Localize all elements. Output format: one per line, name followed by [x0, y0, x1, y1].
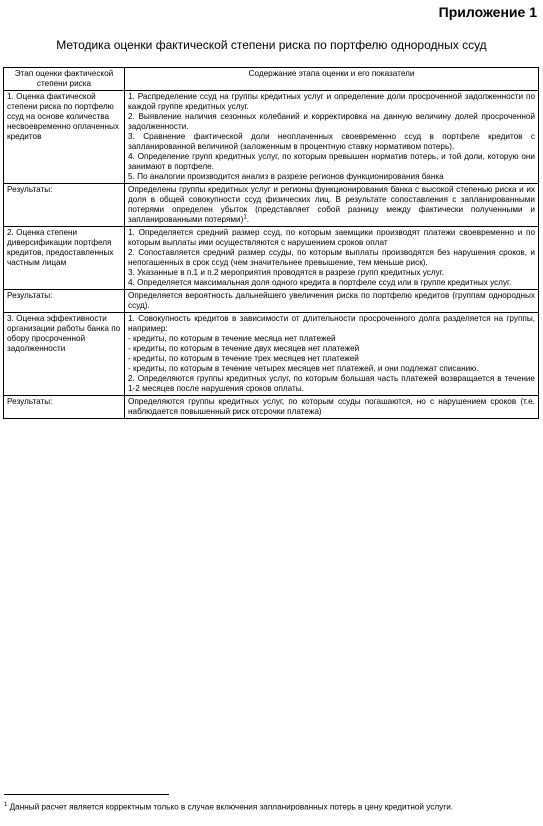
header-content: Содержание этапа оценки и его показатели — [125, 68, 539, 91]
table-row — [4, 313, 539, 396]
content-cell: Определяется вероятность дальнейшего увеличения риска по портфелю кредитов (группам однородных ссуд). — [125, 290, 539, 313]
content-item: 1. Распределение ссуд на группы кредитных услуг и определение доли просроченной задолженности по каждой группе кредитных услуг. — [128, 92, 535, 111]
risk-assessment-table — [3, 67, 539, 419]
stage-cell: Результаты: — [4, 184, 125, 227]
stage-cell: 1. Оценка фактической степени риска по портфелю ссуд на основе количества несвоевременно оплаченных кредитов — [4, 91, 125, 184]
header-stage: Этап оценки фактической степени риска — [4, 68, 125, 91]
page-title: Методика оценки фактической степени риска по портфелю однородных ссуд — [56, 38, 487, 52]
stage-cell: 3. Оценка эффективности организации работы банка по обору просроченной задолженности — [4, 313, 125, 396]
content-item: 1. Совокупность кредитов в зависимости от длительности просроченного долга разделяется на группы, например: — [128, 314, 535, 333]
result-text: Определены группы кредитных услуг и регионы функционирования банка с высокой степенью риска и их доля в общей совокупности ссуд физических лиц. В результате сопоставления с запланированными потерями определен убыток (представляет собой разницу между фактически полученными и запланированными потерями) — [128, 185, 535, 224]
content-cell — [125, 184, 539, 227]
appendix-label: Приложение 1 — [438, 4, 537, 20]
stage-cell: Результаты: — [4, 290, 125, 313]
stage-cell: Результаты: — [4, 396, 125, 419]
content-item: 4. Определяется максимальная доля одного кредита в портфеле ссуд или в группе кредитных услуг. — [128, 278, 512, 287]
content-item: 3. Сравнение фактической доли неоплаченных своевременно ссуд в портфеле кредитов с запланированной величиной (заложенным в процентную ставку нормативом потерь). — [128, 132, 535, 151]
table-row — [4, 184, 539, 227]
footnote-number: 1 — [4, 802, 8, 808]
footnote-divider — [4, 794, 169, 795]
content-item: 1. Определяется средний размер ссуд, по которым заемщики производят платежи своевременно и по которым выплаты ими осуществляются с нарушением сроков оплат — [128, 228, 535, 247]
content-item: - кредиты, по которым в течение двух месяцев нет платежей — [128, 344, 360, 353]
content-item: - кредиты, по которым в течение трех месяцев нет платежей — [128, 354, 359, 363]
footnote-reference[interactable]: 1 — [243, 214, 247, 221]
stage-cell: 2. Оценка степени диверсификации портфеля кредитов, предоставленных частным лицам — [4, 227, 125, 290]
content-cell — [125, 313, 539, 396]
table-row — [4, 91, 539, 184]
content-item: - кредиты, по которым в течение месяца нет платежей — [128, 334, 336, 343]
content-cell — [125, 91, 539, 184]
content-item: 3. Указанные в п.1 и п.2 мероприятия проводятся в разрезе групп кредитных услуг. — [128, 268, 445, 277]
table-header-row — [4, 68, 539, 91]
content-item: 4. Определение групп кредитных услуг, по которым превышен норматив потерь, и той доли, которую они занимают в портфеле. — [128, 152, 535, 171]
content-cell — [125, 227, 539, 290]
table-row — [4, 396, 539, 419]
content-item: 2. Выявление наличия сезонных колебаний и корректировка на данную величину долей просроченной задолженности. — [128, 112, 535, 131]
footnote — [4, 800, 539, 813]
content-item: 2. Определяются группы кредитных услуг, по которым большая часть платежей возвращается в течение 1-2 месяцев после нарушения сроков оплаты. — [128, 374, 535, 393]
result-text-end: . — [246, 215, 249, 224]
content-cell: Определяются группы кредитных услуг, по которым ссуды погашаются, но с нарушением сроков (т.е. наблюдается повышенный риск отсрочки платежа) — [125, 396, 539, 419]
table-row — [4, 227, 539, 290]
content-item: 2. Сопоставляется средний размер ссуды, по которым выплаты производятся без нарушения сроков, и непогашенных в срок ссуд (чем значительнее превышение, тем меньше риск). — [128, 248, 535, 267]
table-row — [4, 290, 539, 313]
content-item: 5. По аналогии производится анализ в разрезе регионов функционирования банка — [128, 172, 444, 181]
footnote-text: Данный расчет является корректным только в случае включения запланированных потерь в цену кредитной услуги. — [9, 802, 454, 812]
content-item: - кредиты, по которым в течение четырех месяцев нет платежей, и они подлежат списанию. — [128, 364, 479, 373]
